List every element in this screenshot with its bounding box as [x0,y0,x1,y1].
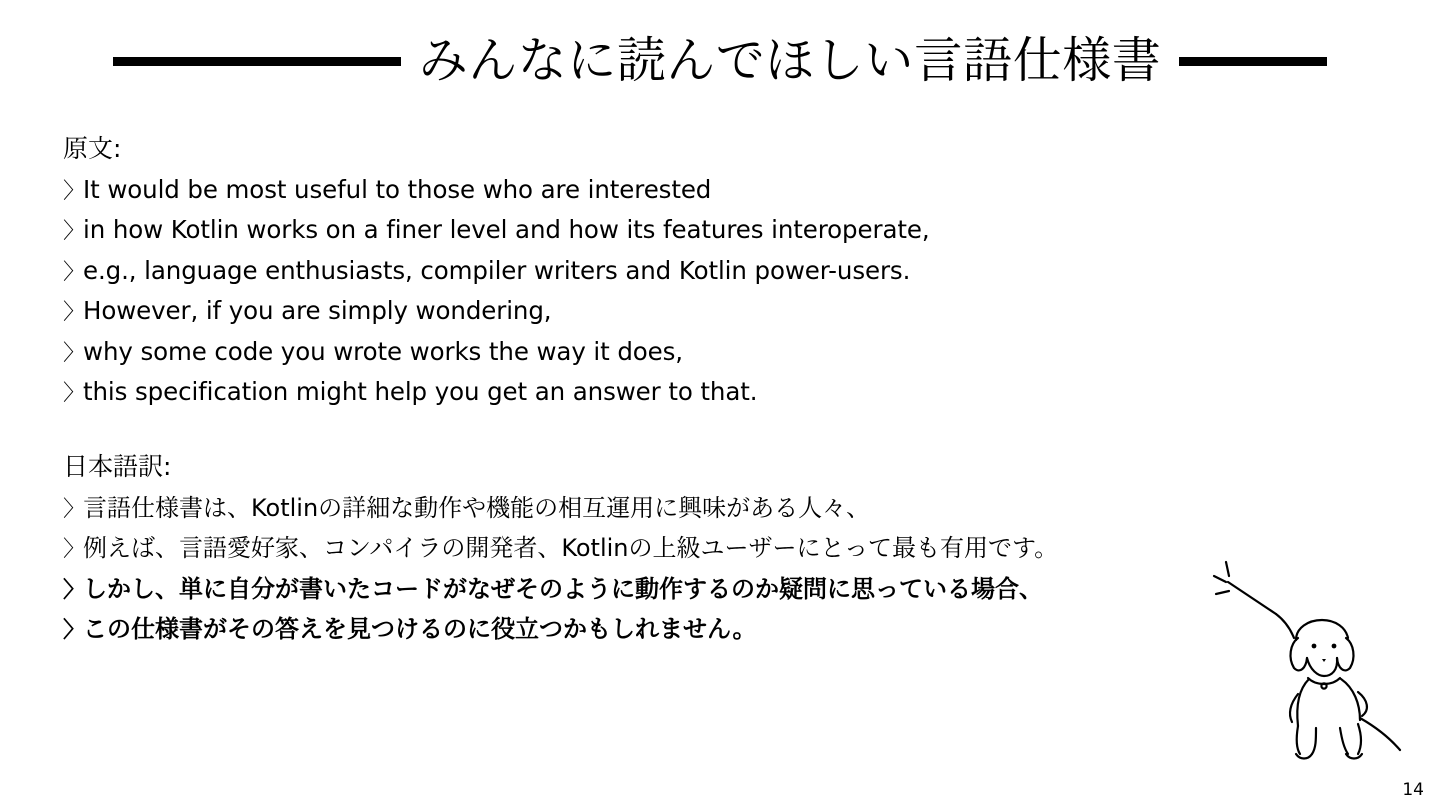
translation-line: 例えば、言語愛好家、コンパイラの開発者、Kotlinの上級ユーザーにとって最も有用です。 [83,534,1059,562]
chevron-right-icon: 〉 [63,381,86,407]
translation-text-list [63,489,1393,651]
chevron-right-icon: 〉 [63,178,86,204]
translation-line: この仕様書がその答えを見つけるのに役立つかもしれません。 [83,615,757,643]
page-number: 14 [1402,780,1424,800]
list-item [63,292,1393,333]
chevron-right-icon: 〉 [63,219,86,245]
list-item [63,171,1393,212]
translation-line: 言語仕様書は、Kotlinの詳細な動作や機能の相互運用に興味がある人々、 [83,493,871,522]
chevron-right-icon: 〉 [63,259,86,285]
original-line: why some code you wrote works the way it does, [83,336,683,366]
translation-section-label: 日本語訳: [63,451,172,481]
title-rule-right [1179,57,1327,66]
list-item [63,610,1393,651]
chevron-right-icon: 〉 [63,340,86,366]
list-item [63,529,1393,570]
page-title: みんなに読んでほしい言語仕様書 [418,32,1162,90]
original-line: It would be most useful to those who are interested [83,174,712,204]
chevron-right-icon: 〉 [63,496,86,522]
chevron-right-icon: 〉 [63,537,86,562]
original-section-label: 原文: [63,134,122,163]
section-spacer [63,414,1393,448]
original-line: this specification might help you get an answer to that. [83,377,758,407]
translation-line: しかし、単に自分が書いたコードがなぜそのように動作するのか疑問に思っている場合、 [83,574,1043,603]
slide-title-row [0,22,1440,100]
list-item [63,252,1393,293]
slide-body [63,130,1393,651]
chevron-right-icon: 〉 [63,618,86,643]
list-item [63,570,1393,611]
list-item [63,211,1393,252]
list-item [63,373,1393,414]
original-line: e.g., language enthusiasts, compiler writers and Kotlin power-users. [83,255,911,285]
original-line: However, if you are simply wondering, [83,296,552,326]
title-rule-left [113,57,401,66]
original-line: in how Kotlin works on a finer level and how its features interoperate, [83,215,930,245]
list-item [63,489,1393,530]
dog-doodle-icon [1212,558,1412,768]
list-item [63,333,1393,374]
chevron-right-icon: 〉 [63,300,86,326]
original-text-list [63,171,1393,414]
chevron-right-icon: 〉 [63,577,86,603]
